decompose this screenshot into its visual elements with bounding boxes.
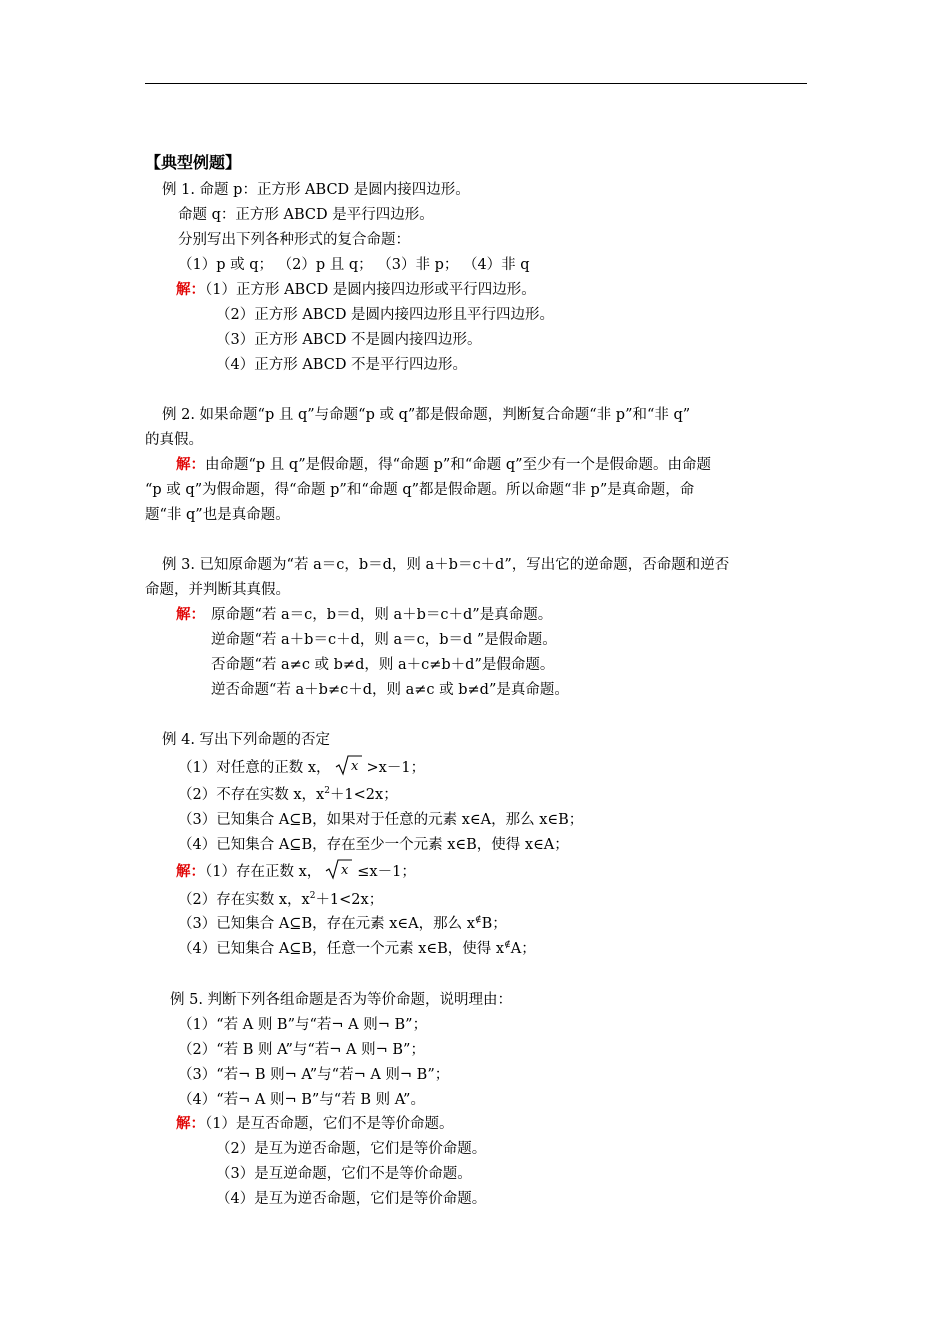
ex5-problem1: （1）“若 A 则 B”与“若¬ A 则¬ B”；: [178, 1017, 428, 1033]
solution-label: 解：: [176, 606, 205, 623]
ex1-line3: 分别写出下列各种形式的复合命题：: [178, 232, 410, 248]
ex1-solution-line2: （2）正方形 ABCD 是圆内接四边形且平行四边形。: [216, 307, 555, 323]
ex4-problem2: （2）不存在实数 x，$x^2+1<2x$；: [178, 786, 398, 803]
ex4-solution2: （2）存在实数 x，$x^2+1<2x$；: [178, 891, 384, 908]
ex5-solution1: 解：（1）是互否命题，它们不是等价命题。: [176, 1115, 454, 1132]
solution-label: 解：: [176, 456, 205, 473]
ex4-problem1: （1）对任意的正数 x， x >x－1；: [178, 754, 425, 782]
sqrt-x-icon: [335, 754, 363, 782]
ex1-solution-line3: （3）正方形 ABCD 不是圆内接四边形。: [216, 332, 482, 348]
ex2-solution-line1: 解：由命题“p 且 q”是假命题，得“命题 p”和“命题 q”至少有一个是假命题。由命题: [176, 456, 712, 473]
ex2-solution-line3: 题“非 q”也是真命题。: [145, 507, 290, 523]
solution-label: 解：: [176, 1115, 205, 1132]
ex1-line2: 命题 q：正方形 ABCD 是平行四边形。: [178, 207, 434, 223]
ex5-problem4: （4）“若¬ A 则¬ B”与“若 B 则 A”。: [178, 1092, 425, 1108]
header-rule: [145, 83, 807, 84]
ex2-line2: 的真假。: [145, 432, 203, 448]
solution-label: 解：: [176, 281, 205, 298]
ex4-line1: 例 4. 写出下列命题的否定: [162, 732, 331, 748]
ex5-solution4: （4）是互为逆否命题，它们是等价命题。: [216, 1191, 487, 1207]
ex4-problem3: （3）已知集合 A⊆B，如果对于任意的元素 x∈A，那么 x∈B；: [178, 812, 584, 828]
not-element-of-icon: ∉: [504, 940, 511, 951]
ex3-solution-line1: 解： 原命题“若 a＝c，b＝d，则 a＋b＝c＋d”是真命题。: [176, 606, 553, 623]
ex1-line4: （1）p 或 q； （2）p 且 q； （3）非 p； （4）非 q: [178, 257, 530, 273]
ex1-solution-line1: 解：（1）正方形 ABCD 是圆内接四边形或平行四边形。: [176, 281, 536, 298]
ex2-solution-line2: “p 或 q”为假命题，得“命题 p”和“命题 q”都是假命题。所以命题“非 p”是真命题，命: [145, 482, 695, 498]
ex1-solution-line4: （4）正方形 ABCD 不是平行四边形。: [216, 357, 468, 373]
ex4-problem4: （4）已知集合 A⊆B，存在至少一个元素 x∈B，使得 x∈A；: [178, 837, 569, 853]
solution-label: 解：: [176, 863, 205, 880]
section-title: 【典型例题】: [145, 153, 242, 172]
ex5-solution2: （2）是互为逆否命题，它们是等价命题。: [216, 1141, 487, 1157]
ex5-problem3: （3）“若¬ B 则¬ A”与“若¬ A 则¬ B”；: [178, 1067, 450, 1083]
ex4-solution1: 解：（1）存在正数 x， x ≤x－1；: [176, 858, 416, 886]
ex1-line1: 例 1. 命题 p：正方形 ABCD 是圆内接四边形。: [162, 182, 470, 198]
ex4-solution4: （4）已知集合 A⊆B，任意一个元素 x∈B，使得 x∉A；: [178, 940, 536, 957]
ex5-problem2: （2）“若 B 则 A”与“若¬ A 则¬ B”；: [178, 1042, 425, 1058]
ex3-solution-line2: 逆命题“若 a＋b＝c＋d，则 a＝c，b＝d ”是假命题。: [211, 632, 557, 648]
svg-text:x: x: [341, 863, 349, 878]
ex3-line1: 例 3. 已知原命题为“若 a＝c，b＝d，则 a＋b＝c＋d”，写出它的逆命题，否命题和逆否: [162, 557, 730, 573]
ex3-solution-line3: 否命题“若 a≠c 或 b≠d，则 a＋c≠b＋d”是假命题。: [211, 657, 555, 673]
not-element-of-icon: ∉: [474, 915, 482, 926]
ex4-solution3: （3）已知集合 A⊆B，存在元素 x∈A，那么 x∉B；: [178, 915, 507, 932]
ex5-line1: 例 5. 判断下列各组命题是否为等价命题，说明理由：: [170, 992, 513, 1008]
ex3-line2: 命题，并判断其真假。: [145, 582, 290, 598]
ex2-line1: 例 2. 如果命题“p 且 q”与命题“p 或 q”都是假命题，判断复合命题“非 p”和“非 q”: [162, 407, 691, 423]
svg-text:x: x: [350, 759, 358, 774]
sqrt-x-icon: [325, 858, 353, 886]
ex5-solution3: （3）是互逆命题，它们不是等价命题。: [216, 1166, 472, 1182]
ex3-solution-line4: 逆否命题“若 a＋b≠c＋d，则 a≠c 或 b≠d”是真命题。: [211, 682, 569, 698]
